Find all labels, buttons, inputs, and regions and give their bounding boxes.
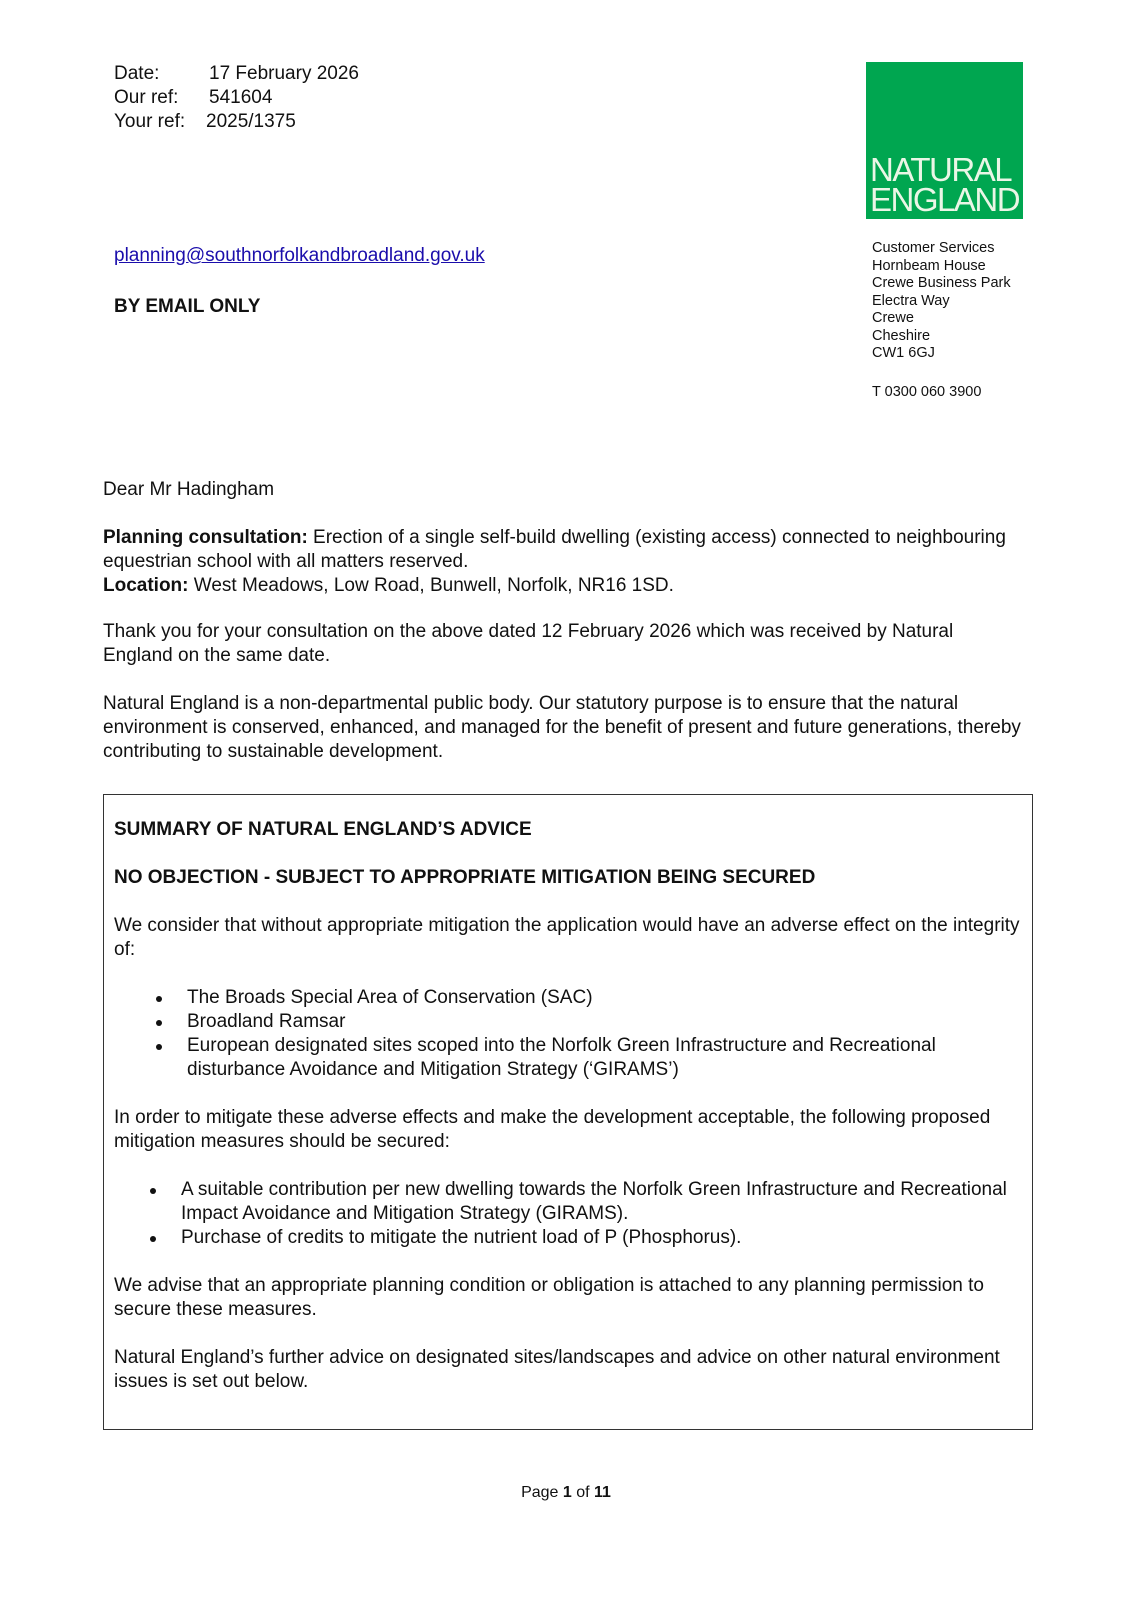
location-text: West Meadows, Low Road, Bunwell, Norfolk, NR16 1SD. (188, 575, 674, 596)
list-item: A suitable contribution per new dwelling towards the Norfolk Green Infrastructure and Recreational Impact Avoidance and Mitigation Strategy (GIRAMS). (114, 1178, 1024, 1226)
consultation-acknowledgement: Thank you for your consultation on the above dated 12 February 2026 which was received by Natural England on the same date. (103, 621, 954, 666)
affected-sites-list (114, 986, 1024, 1082)
consultation-line (103, 526, 1023, 574)
bullet-icon (150, 1236, 156, 1242)
date-value: 17 February 2026 (209, 63, 359, 84)
salutation: Dear Mr Hadingham (103, 479, 275, 500)
address-line: Cheshire (872, 327, 931, 344)
your-ref-value: 2025/1375 (206, 111, 296, 132)
further-advice-note: Natural England’s further advice on designated sites/landscapes and advice on other natural environment issues is set out below. (114, 1347, 1000, 1392)
our-ref-row (114, 86, 359, 110)
address-line: Crewe Business Park (872, 275, 1011, 291)
natural-england-logo (866, 62, 1023, 219)
mitigation-measures-list (114, 1178, 1024, 1250)
list-item: The Broads Special Area of Conservation (SAC) (114, 986, 1024, 1010)
consultation-text: Erection of a single self-build dwelling (existing access) connected to neighbouring equestrian school with all matters reserved. (103, 527, 1006, 572)
consultation-block (103, 526, 1023, 598)
logo-line-2: ENGLAND (870, 181, 1020, 218)
list-item: European designated sites scoped into the Norfolk Green Infrastructure and Recreational disturbance Avoidance and Mitigation Strategy (‘GIRAMS’) (114, 1034, 1024, 1082)
date-row (114, 62, 359, 86)
date-label: Date: (114, 63, 160, 84)
sender-address (872, 240, 1011, 363)
sender-phone: T 0300 060 3900 (872, 384, 982, 400)
current-page: 1 (562, 1484, 572, 1501)
list-item: Purchase of credits to mitigate the nutrient load of P (Phosphorus). (114, 1226, 1024, 1250)
mitigation-intro: In order to mitigate these adverse effects and make the development acceptable, the following proposed mitigation measures should be secured: (114, 1107, 991, 1152)
summary-verdict: NO OBJECTION - SUBJECT TO APPROPRIATE MITIGATION BEING SECURED (114, 867, 816, 888)
location-label: Location: (103, 575, 189, 596)
address-line: CW1 6GJ (872, 345, 935, 361)
address-line: Crewe (872, 310, 914, 326)
address-line: Customer Services (872, 240, 995, 256)
reference-block (114, 62, 359, 134)
summary-heading: SUMMARY OF NATURAL ENGLAND’S ADVICE (114, 819, 532, 840)
consultation-label: Planning consultation: (103, 527, 308, 548)
address-line: Hornbeam House (872, 257, 986, 274)
delivery-method: BY EMAIL ONLY (114, 296, 261, 317)
bullet-icon (156, 1044, 162, 1050)
address-line: Electra Way (872, 292, 950, 309)
logo-line-1: NATURAL (870, 151, 1012, 188)
your-ref-row (114, 110, 359, 134)
total-pages: 11 (594, 1484, 611, 1501)
your-ref-label: Your ref: (114, 111, 186, 132)
bullet-icon (156, 996, 162, 1002)
statutory-purpose: Natural England is a non-departmental public body. Our statutory purpose is to ensure that the natural environment is conserved, enhanced, and managed for the benefit of present and future generations, thereby contributing to sustainable development. (103, 693, 1021, 762)
page-number: Page 1 of 11 (521, 1484, 611, 1501)
recipient-email-link[interactable]: planning@southnorfolkandbroadland.gov.uk (114, 245, 485, 266)
list-item: Broadland Ramsar (114, 1010, 1024, 1034)
location-line (103, 574, 1023, 598)
planning-condition-advice: We advise that an appropriate planning condition or obligation is attached to any planning permission to secure these measures. (114, 1275, 984, 1320)
our-ref-label: Our ref: (114, 87, 179, 108)
our-ref-value: 541604 (209, 87, 273, 108)
summary-intro: We consider that without appropriate mitigation the application would have an adverse effect on the integrity of: (114, 915, 1020, 960)
bullet-icon (156, 1020, 162, 1026)
bullet-icon (150, 1188, 156, 1194)
